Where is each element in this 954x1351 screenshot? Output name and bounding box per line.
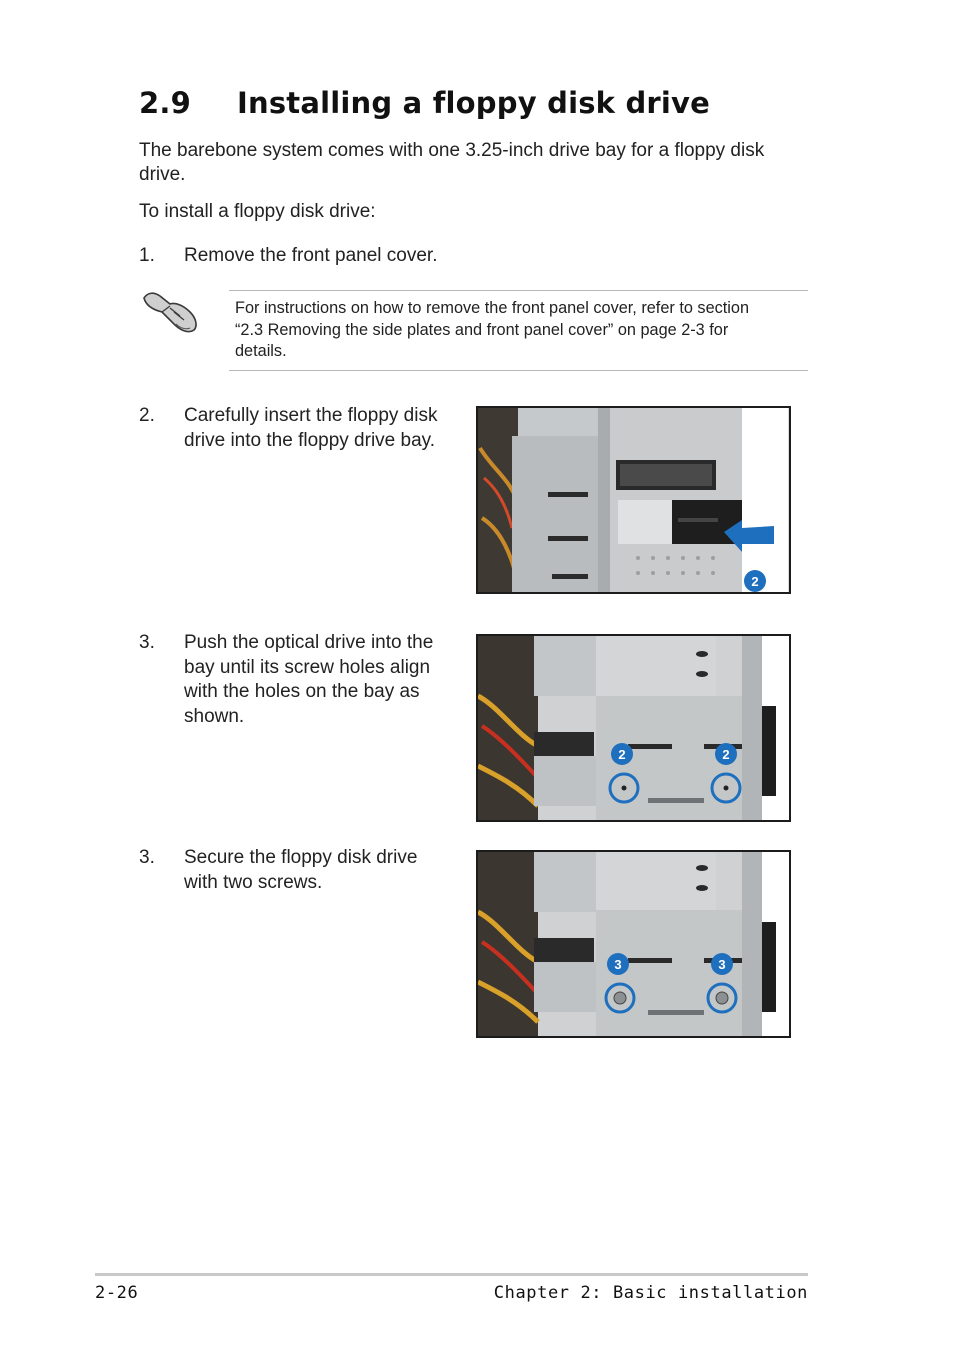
- intro-line-1: The barebone system comes with one 3.25-inch drive bay for a floppy disk: [139, 140, 765, 161]
- intro-lead: To install a floppy disk drive:: [139, 201, 376, 222]
- note-line-3: details.: [235, 342, 287, 360]
- step-line: Carefully insert the floppy disk: [184, 405, 438, 426]
- page-number: 2-26: [95, 1283, 139, 1303]
- step-text: [184, 244, 437, 269]
- chapter-label: Chapter 2: Basic installation: [493, 1283, 808, 1303]
- intro-line-2: drive.: [139, 164, 186, 185]
- step-number: 3.: [139, 632, 155, 653]
- note-line-2: “2.3 Removing the side plates and front panel cover” on page 2-3 for: [235, 320, 729, 339]
- step-line: drive into the floppy drive bay.: [184, 429, 436, 451]
- step-line: shown.: [184, 705, 245, 727]
- callout-label: 2: [722, 747, 730, 762]
- step-number: 2.: [139, 405, 155, 426]
- step-number: 3.: [139, 847, 155, 868]
- figure-secure-screws: [476, 850, 791, 1038]
- footer-rule: [95, 1273, 808, 1276]
- intro-paragraph: [139, 139, 764, 187]
- note-top-rule: [229, 290, 808, 291]
- callout-label: 3: [614, 957, 622, 972]
- step-line: with the holes on the bay as: [184, 681, 420, 702]
- step-text: [184, 631, 433, 729]
- callout-label: 3: [718, 957, 726, 972]
- note-line-1: For instructions on how to remove the front panel cover, refer to section: [235, 299, 750, 317]
- callout-label: 2: [618, 747, 626, 762]
- figure-floppy-insert: [476, 406, 791, 594]
- step-number: 1.: [139, 245, 155, 266]
- step-line: Secure the floppy disk drive: [184, 847, 418, 868]
- note-bottom-rule: [229, 370, 808, 371]
- note-text: [235, 298, 813, 363]
- step-text: [184, 846, 417, 895]
- step-text: [184, 404, 437, 453]
- section-title: [139, 86, 710, 120]
- hand-note-icon: [140, 288, 200, 334]
- figure-align-holes: [476, 634, 791, 822]
- step-line: Push the optical drive into the: [184, 632, 434, 653]
- section-title-text: Installing a floppy disk drive: [237, 86, 711, 120]
- section-number: 2.9: [139, 86, 191, 120]
- step-line: Remove the front panel cover.: [184, 245, 438, 266]
- step-line: with two screws.: [184, 871, 323, 893]
- callout-label: 2: [751, 574, 759, 589]
- step-line: bay until its screw holes align: [184, 656, 431, 678]
